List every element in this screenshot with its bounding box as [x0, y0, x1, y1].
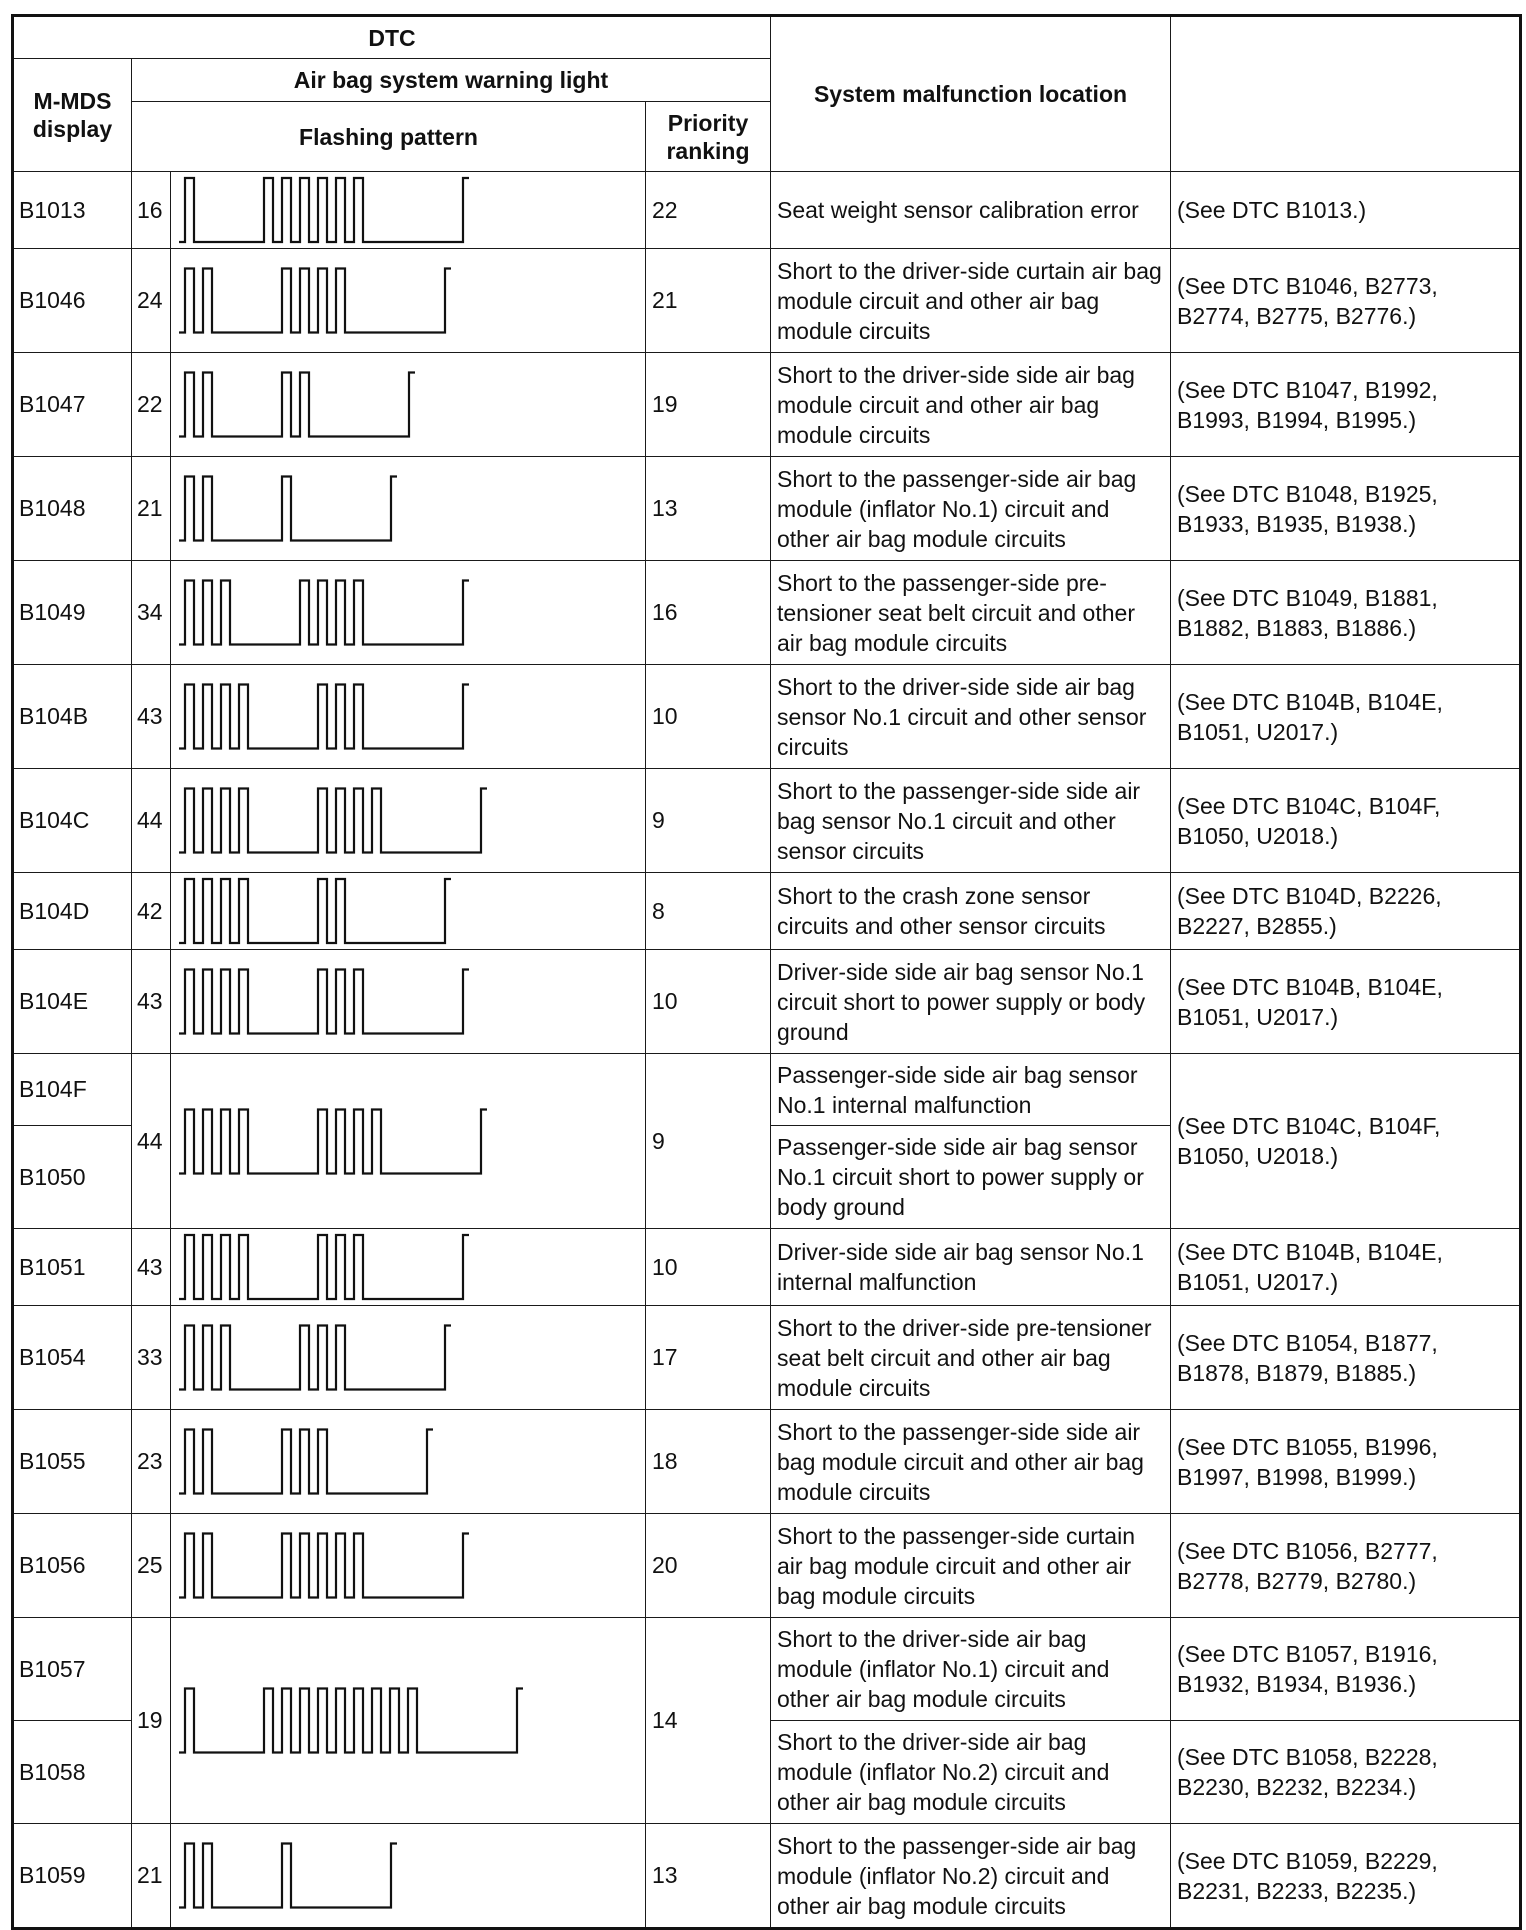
malfunction-location: Short to the passenger-side curtain air bag module circuit and other air bag module circuits	[771, 1514, 1171, 1618]
flash-count: 44	[132, 1054, 171, 1229]
flashing-pattern-graphic	[171, 561, 641, 664]
flash-count: 43	[132, 1229, 171, 1306]
table-row	[13, 457, 1521, 561]
flash-count: 43	[132, 950, 171, 1054]
flash-count: 22	[132, 353, 171, 457]
flashing-pattern-graphic	[171, 950, 641, 1053]
priority-ranking: 13	[646, 457, 771, 561]
malfunction-location: Short to the passenger-side side air bag sensor No.1 circuit and other sensor circuits	[771, 769, 1171, 873]
flashing-pattern-graphic	[171, 1229, 641, 1305]
flashing-pattern-graphic	[171, 1306, 641, 1409]
flashing-pattern-cell	[171, 950, 646, 1054]
flashing-pattern-cell	[171, 1514, 646, 1618]
dtc-code: B1055	[13, 1410, 132, 1514]
pulse-waveform	[179, 1109, 487, 1173]
table-row	[13, 172, 1521, 249]
flashing-pattern-cell	[171, 561, 646, 665]
dtc-reference: (See DTC B1058, B2228, B2230, B2232, B2234.)	[1171, 1721, 1521, 1824]
flashing-pattern-cell	[171, 249, 646, 353]
flashing-pattern-graphic	[171, 1514, 641, 1617]
flash-count: 21	[132, 1824, 171, 1929]
dtc-reference: (See DTC B104C, B104F, B1050, U2018.)	[1171, 769, 1521, 873]
table-row	[13, 950, 1521, 1054]
dtc-code: B1056	[13, 1514, 132, 1618]
priority-ranking: 10	[646, 665, 771, 769]
malfunction-location: Passenger-side side air bag sensor No.1 internal malfunction	[771, 1054, 1171, 1126]
pulse-waveform	[179, 1534, 469, 1598]
table-row	[13, 1054, 1521, 1126]
flashing-pattern-cell	[171, 873, 646, 950]
flashing-pattern-graphic	[171, 1090, 641, 1193]
dtc-reference: (See DTC B104B, B104E, B1051, U2017.)	[1171, 665, 1521, 769]
priority-ranking: 9	[646, 769, 771, 873]
dtc-code: B1051	[13, 1229, 132, 1306]
dtc-reference: (See DTC B1013.)	[1171, 172, 1521, 249]
flashing-pattern-cell	[171, 769, 646, 873]
priority-ranking: 22	[646, 172, 771, 249]
priority-ranking: 19	[646, 353, 771, 457]
malfunction-location: Short to the driver-side curtain air bag module circuit and other air bag module circuits	[771, 249, 1171, 353]
malfunction-location: Short to the passenger-side air bag module (inflator No.1) circuit and other air bag module circuits	[771, 457, 1171, 561]
flashing-pattern-cell	[171, 665, 646, 769]
flashing-pattern-graphic	[171, 353, 641, 456]
reference-header	[1171, 16, 1521, 172]
flashing-pattern-cell	[171, 1306, 646, 1410]
flashing-pattern-graphic	[171, 1410, 641, 1513]
dtc-reference: (See DTC B1056, B2777, B2778, B2779, B2780.)	[1171, 1514, 1521, 1618]
priority-ranking: 10	[646, 1229, 771, 1306]
dtc-code: B104E	[13, 950, 132, 1054]
malfunction-location: Short to the driver-side air bag module (inflator No.1) circuit and other air bag module circuits	[771, 1618, 1171, 1721]
malfunction-location: Short to the passenger-side side air bag module circuit and other air bag module circuits	[771, 1410, 1171, 1514]
pulse-waveform	[179, 581, 469, 645]
dtc-code: B104D	[13, 873, 132, 950]
dtc-table	[11, 14, 1522, 1930]
table-row	[13, 1229, 1521, 1306]
malfunction-location: Driver-side side air bag sensor No.1 internal malfunction	[771, 1229, 1171, 1306]
pulse-waveform	[179, 1844, 397, 1908]
dtc-code: B1013	[13, 172, 132, 249]
flashing-pattern-cell	[171, 172, 646, 249]
dtc-code: B104B	[13, 665, 132, 769]
dtc-reference: (See DTC B104C, B104F, B1050, U2018.)	[1171, 1054, 1521, 1229]
table-row	[13, 873, 1521, 950]
pulse-waveform	[179, 789, 487, 853]
table-row	[13, 1618, 1521, 1721]
flash-count: 25	[132, 1514, 171, 1618]
pulse-waveform	[179, 1689, 523, 1753]
flashing-pattern-graphic	[171, 1669, 641, 1772]
pulse-waveform	[179, 970, 469, 1034]
priority-ranking: 9	[646, 1054, 771, 1229]
priority-ranking: 18	[646, 1410, 771, 1514]
malfunction-location: Short to the passenger-side air bag module (inflator No.2) circuit and other air bag module circuits	[771, 1824, 1171, 1929]
dtc-header: DTC	[13, 16, 771, 59]
priority-ranking: 13	[646, 1824, 771, 1929]
malfunction-location: Seat weight sensor calibration error	[771, 172, 1171, 249]
dtc-reference: (See DTC B104D, B2226, B2227, B2855.)	[1171, 873, 1521, 950]
dtc-code: B1048	[13, 457, 132, 561]
flashing-pattern-cell	[171, 1410, 646, 1514]
table-row	[13, 561, 1521, 665]
table-row	[13, 1514, 1521, 1618]
flash-count: 44	[132, 769, 171, 873]
warning-light-header: Air bag system warning light	[132, 59, 771, 102]
dtc-code: B104C	[13, 769, 132, 873]
flashing-pattern-graphic	[171, 769, 641, 872]
table-row	[13, 769, 1521, 873]
table-row	[13, 353, 1521, 457]
malfunction-location: Short to the driver-side pre-tensioner seat belt circuit and other air bag module circuits	[771, 1306, 1171, 1410]
dtc-code: B1054	[13, 1306, 132, 1410]
flash-count: 23	[132, 1410, 171, 1514]
dtc-reference: (See DTC B1049, B1881, B1882, B1883, B1886.)	[1171, 561, 1521, 665]
pulse-waveform	[179, 1430, 433, 1494]
dtc-reference: (See DTC B1048, B1925, B1933, B1935, B1938.)	[1171, 457, 1521, 561]
flash-count: 34	[132, 561, 171, 665]
flashing-pattern-cell	[171, 1824, 646, 1929]
malfunction-location: Short to the driver-side air bag module (inflator No.2) circuit and other air bag module circuits	[771, 1721, 1171, 1824]
table-row	[13, 1824, 1521, 1929]
dtc-code: B1059	[13, 1824, 132, 1929]
flashing-pattern-cell	[171, 353, 646, 457]
flash-count: 16	[132, 172, 171, 249]
pulse-waveform	[179, 685, 469, 749]
flash-count: 43	[132, 665, 171, 769]
dtc-reference: (See DTC B104B, B104E, B1051, U2017.)	[1171, 950, 1521, 1054]
priority-ranking: 21	[646, 249, 771, 353]
dtc-reference: (See DTC B1047, B1992, B1993, B1994, B1995.)	[1171, 353, 1521, 457]
table-row	[13, 1306, 1521, 1410]
malfunction-location: Short to the passenger-side pre-tensioner seat belt circuit and other air bag module circuits	[771, 561, 1171, 665]
flashing-pattern-graphic	[171, 665, 641, 768]
priority-ranking: 16	[646, 561, 771, 665]
malfunction-location: Passenger-side side air bag sensor No.1 circuit short to power supply or body ground	[771, 1126, 1171, 1229]
flashing-pattern-cell	[171, 1054, 646, 1229]
dtc-code: B1049	[13, 561, 132, 665]
table-row	[13, 1410, 1521, 1514]
dtc-code: B1046	[13, 249, 132, 353]
dtc-reference: (See DTC B1054, B1877, B1878, B1879, B1885.)	[1171, 1306, 1521, 1410]
priority-ranking: 10	[646, 950, 771, 1054]
priority-ranking: 17	[646, 1306, 771, 1410]
pulse-waveform	[179, 269, 451, 333]
dtc-code: B1047	[13, 353, 132, 457]
dtc-reference: (See DTC B1055, B1996, B1997, B1998, B1999.)	[1171, 1410, 1521, 1514]
priority-header: Priority ranking	[646, 102, 771, 172]
flash-count: 42	[132, 873, 171, 950]
pulse-waveform	[179, 1235, 469, 1299]
flashing-pattern-graphic	[171, 873, 641, 949]
dtc-code: B1057	[13, 1618, 132, 1721]
flashing-pattern-graphic	[171, 1824, 641, 1927]
flash-count: 21	[132, 457, 171, 561]
table-row	[13, 249, 1521, 353]
priority-ranking: 8	[646, 873, 771, 950]
location-header: System malfunction location	[771, 16, 1171, 172]
malfunction-location: Short to the driver-side side air bag module circuit and other air bag module circuits	[771, 353, 1171, 457]
flashing-pattern-cell	[171, 1229, 646, 1306]
flashing-pattern-header: Flashing pattern	[132, 102, 646, 172]
flash-count: 19	[132, 1618, 171, 1824]
pulse-waveform	[179, 1326, 451, 1390]
dtc-code: B1058	[13, 1721, 132, 1824]
flashing-pattern-graphic	[171, 172, 641, 248]
priority-ranking: 20	[646, 1514, 771, 1618]
malfunction-location: Short to the driver-side side air bag sensor No.1 circuit and other sensor circuits	[771, 665, 1171, 769]
flashing-pattern-cell	[171, 457, 646, 561]
dtc-code: B104F	[13, 1054, 132, 1126]
dtc-code: B1050	[13, 1126, 132, 1229]
dtc-reference: (See DTC B1046, B2773, B2774, B2775, B2776.)	[1171, 249, 1521, 353]
dtc-reference: (See DTC B1059, B2229, B2231, B2233, B2235.)	[1171, 1824, 1521, 1929]
flash-count: 24	[132, 249, 171, 353]
dtc-reference: (See DTC B104B, B104E, B1051, U2017.)	[1171, 1229, 1521, 1306]
table-row	[13, 665, 1521, 769]
table-body	[13, 172, 1521, 1929]
pulse-waveform	[179, 477, 397, 541]
dtc-reference: (See DTC B1057, B1916, B1932, B1934, B1936.)	[1171, 1618, 1521, 1721]
priority-ranking: 14	[646, 1618, 771, 1824]
malfunction-location: Driver-side side air bag sensor No.1 circuit short to power supply or body ground	[771, 950, 1171, 1054]
pulse-waveform	[179, 373, 415, 437]
pulse-waveform	[179, 178, 469, 242]
flashing-pattern-graphic	[171, 249, 641, 352]
flash-count: 33	[132, 1306, 171, 1410]
malfunction-location: Short to the crash zone sensor circuits and other sensor circuits	[771, 873, 1171, 950]
flashing-pattern-graphic	[171, 457, 641, 560]
pulse-waveform	[179, 879, 451, 943]
flashing-pattern-cell	[171, 1618, 646, 1824]
mmds-header: M-MDS display	[13, 59, 132, 172]
